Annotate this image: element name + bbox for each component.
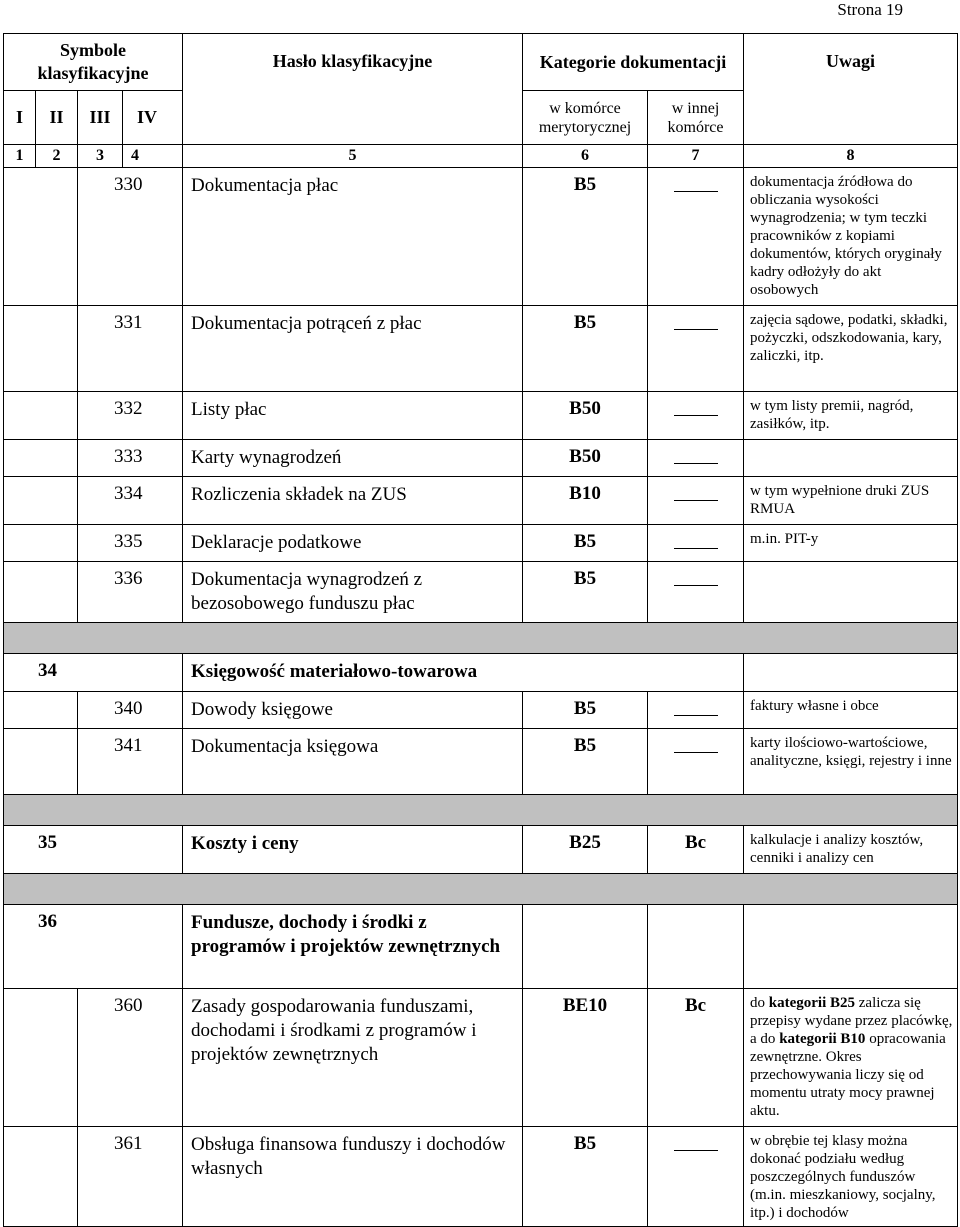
column-number: 2 <box>36 145 78 168</box>
class-code: 330 <box>78 168 183 306</box>
table-row <box>4 1127 958 1227</box>
remarks-text: opracowania zewnętrzne. Okres przechowywania liczy się od momentu utraty mocy prawnej aktu. <box>750 1031 946 1119</box>
class-code: 341 <box>78 729 183 795</box>
category-inna <box>648 477 744 525</box>
class-name: Zasady gospodarowania funduszami, dochodami i środkami z programów i projektów zewnętrznych <box>183 989 523 1127</box>
class-code: 335 <box>78 525 183 562</box>
category-merytoryczna: B50 <box>523 392 648 440</box>
header-level-4: IV <box>123 91 183 145</box>
remarks-text: zalicza się przepisy wydane przez placówkę, a do <box>750 995 953 1047</box>
category-merytoryczna: B5 <box>523 525 648 562</box>
class-name: Rozliczenia składek na ZUS <box>183 477 523 525</box>
column-number: 4 <box>123 145 183 168</box>
section-row <box>4 654 958 692</box>
category-merytoryczna: BE10 <box>523 989 648 1127</box>
class-name: Dokumentacja potrąceń z płac <box>183 306 523 392</box>
section-name: Fundusze, dochody i środki z programów i projektów zewnętrznych <box>183 905 523 989</box>
category-merytoryczna: B5 <box>523 168 648 306</box>
class-code: 331 <box>78 306 183 392</box>
header-kategorie: Kategorie dokumentacji <box>523 34 744 91</box>
remarks: w obrębie tej klasy można dokonać podziału według poszczególnych funduszów (m.in. mieszkaniowy, socjalny, itp.) i dochodów <box>744 1127 958 1227</box>
header-symbols: Symbole klasyfikacyjne <box>4 34 183 91</box>
section-name: Księgowość materiałowo-towarowa <box>183 654 744 692</box>
category-inna <box>648 1127 744 1227</box>
class-code: 361 <box>78 1127 183 1227</box>
remarks-emphasis: kategorii B25 <box>768 995 856 1011</box>
column-number: 5 <box>183 145 523 168</box>
category-merytoryczna: B5 <box>523 306 648 392</box>
header-level-1: I <box>4 91 36 145</box>
category-inna <box>648 562 744 623</box>
class-name: Dowody księgowe <box>183 692 523 729</box>
section-name: Koszty i ceny <box>183 826 523 874</box>
dash-mark <box>674 1150 718 1151</box>
header-kat-merytoryczna: w komórce merytorycznej <box>523 91 648 145</box>
section-divider <box>4 795 958 826</box>
dash-mark <box>674 415 718 416</box>
category-merytoryczna: B25 <box>523 826 648 874</box>
column-number: 8 <box>744 145 958 168</box>
category-inna <box>648 392 744 440</box>
class-code: 336 <box>78 562 183 623</box>
section-row <box>4 905 958 989</box>
category-merytoryczna: B5 <box>523 729 648 795</box>
class-name: Dokumentacja płac <box>183 168 523 306</box>
remarks: m.in. PIT-y <box>744 525 958 562</box>
table-row <box>4 477 958 525</box>
remarks: kalkulacje i analizy kosztów, cenniki i analizy cen <box>744 826 958 874</box>
header-level-2: II <box>36 91 78 145</box>
class-name: Dokumentacja wynagrodzeń z bezosobowego funduszu płac <box>183 562 523 623</box>
table-row <box>4 989 958 1127</box>
category-inna <box>648 168 744 306</box>
dash-mark <box>674 500 718 501</box>
class-code: 340 <box>78 692 183 729</box>
header-level-3: III <box>78 91 123 145</box>
category-merytoryczna: B5 <box>523 692 648 729</box>
class-name: Deklaracje podatkowe <box>183 525 523 562</box>
column-number: 3 <box>78 145 123 168</box>
class-code: 333 <box>78 440 183 477</box>
dash-mark <box>674 752 718 753</box>
classification-table <box>3 33 958 1227</box>
table-row <box>4 729 958 795</box>
dash-mark <box>674 191 718 192</box>
category-inna <box>648 692 744 729</box>
header-haslo: Hasło klasyfikacyjne <box>183 34 523 145</box>
table-row <box>4 440 958 477</box>
table-row <box>4 168 958 306</box>
remarks <box>744 989 958 1127</box>
category-merytoryczna: B50 <box>523 440 648 477</box>
class-name: Dokumentacja księgowa <box>183 729 523 795</box>
remarks: w tym wypełnione druki ZUS RMUA <box>744 477 958 525</box>
dash-mark <box>674 329 718 330</box>
dash-mark <box>674 463 718 464</box>
column-number: 7 <box>648 145 744 168</box>
class-name: Karty wynagrodzeń <box>183 440 523 477</box>
category-inna: Bc <box>648 826 744 874</box>
class-name: Listy płac <box>183 392 523 440</box>
table-row <box>4 525 958 562</box>
dash-mark <box>674 585 718 586</box>
category-inna: Bc <box>648 989 744 1127</box>
section-row <box>4 826 958 874</box>
table-row <box>4 392 958 440</box>
remarks: karty ilościowo-wartościowe, analityczne, księgi, rejestry i inne <box>744 729 958 795</box>
table-row <box>4 306 958 392</box>
header-uwagi: Uwagi <box>744 34 958 145</box>
category-inna <box>648 440 744 477</box>
category-merytoryczna: B10 <box>523 477 648 525</box>
class-code: 334 <box>78 477 183 525</box>
category-inna <box>648 729 744 795</box>
dash-mark <box>674 715 718 716</box>
remarks-text: do <box>750 995 769 1011</box>
class-code: 360 <box>78 989 183 1127</box>
category-inna <box>648 306 744 392</box>
category-merytoryczna: B5 <box>523 562 648 623</box>
remarks: dokumentacja źródłowa do obliczania wysokości wynagrodzenia; w tym teczki pracowników z kopiami dokumentów, których oryginały kadry odłożyły do akt osobowych <box>744 168 958 306</box>
section-divider <box>4 623 958 654</box>
table-row <box>4 562 958 623</box>
remarks: faktury własne i obce <box>744 692 958 729</box>
header-kat-inna: w innej komórce <box>648 91 744 145</box>
remarks-emphasis: kategorii B10 <box>779 1031 866 1047</box>
table-row <box>4 692 958 729</box>
remarks <box>744 562 958 623</box>
column-number: 1 <box>4 145 36 168</box>
section-divider <box>4 874 958 905</box>
category-merytoryczna: B5 <box>523 1127 648 1227</box>
remarks: zajęcia sądowe, podatki, składki, pożyczki, odszkodowania, kary, zaliczki, itp. <box>744 306 958 392</box>
class-code: 332 <box>78 392 183 440</box>
section-code: 34 <box>4 654 78 692</box>
remarks: w tym listy premii, nagród, zasiłków, itp. <box>744 392 958 440</box>
section-code: 35 <box>4 826 78 874</box>
dash-mark <box>674 548 718 549</box>
class-name: Obsługa finansowa funduszy i dochodów własnych <box>183 1127 523 1227</box>
page-number: Strona 19 <box>837 0 903 19</box>
remarks <box>744 440 958 477</box>
column-number: 6 <box>523 145 648 168</box>
category-inna <box>648 525 744 562</box>
section-code: 36 <box>4 905 78 989</box>
